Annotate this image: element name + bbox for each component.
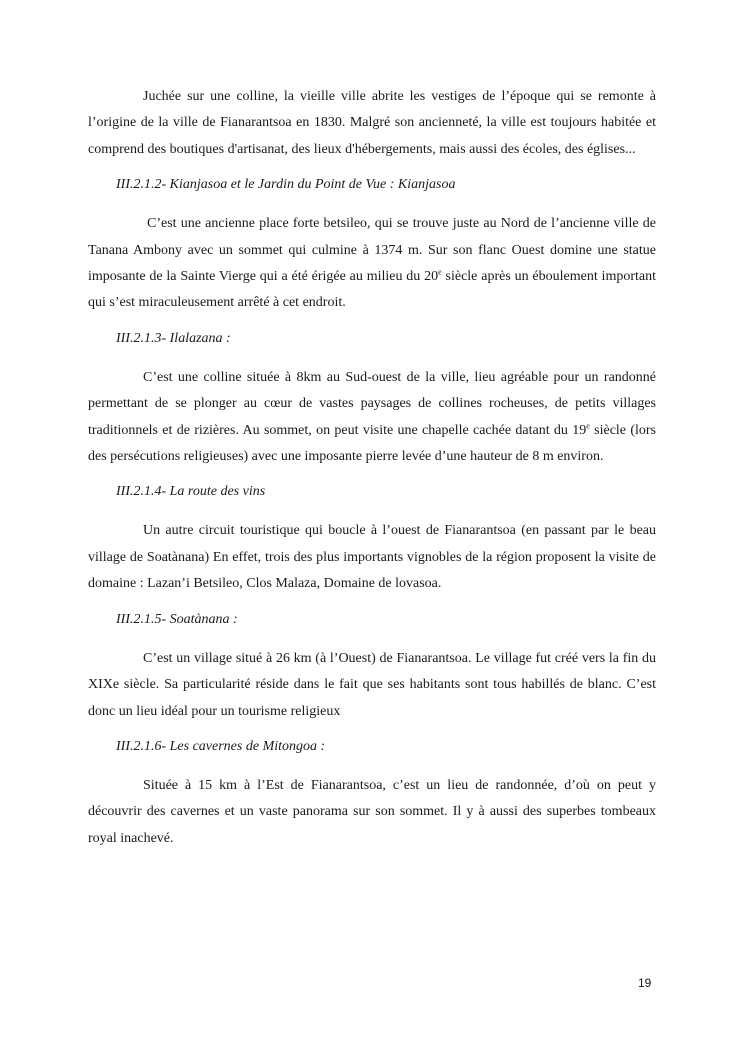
paragraph-ilalazana — [88, 365, 656, 471]
paragraph-vieille-ville: Juchée sur une colline, la vieille ville abrite les vestiges de l’époque qui se remonte à l’origine de la ville de Fianarantsoa en 1830. Malgré son ancienneté, la ville est toujours habitée et comprend des boutiques d'artisanat, des lieux d'hébergements, mais aussi des écoles, des églises... — [88, 89, 656, 157]
paragraph-kianjasoa-part2: siècle après un éboulement important qui s’est miraculeusement arrêté à cet endroit. — [88, 269, 656, 311]
page-content — [88, 84, 656, 852]
heading-cavernes-mitongoa: III.2.1.6- Les cavernes de Mitongoa : — [116, 738, 326, 754]
heading-ilalazana: III.2.1.3- Ilalazana : — [116, 330, 231, 346]
paragraph-soatanana: C’est un village situé à 26 km (à l’Ouest) de Fianarantsoa. Le village fut créé vers la fin du XIXe siècle. Sa particularité réside dans le fait que ses habitants sont tous habillés de blanc. C’est donc un lieu idéal pour un tourisme religieux — [88, 650, 656, 719]
page-number: 19 — [638, 976, 652, 990]
paragraph-cavernes-mitongoa: Située à 15 km à l’Est de Fianarantsoa, c’est un lieu de randonnée, d’où on peut y découvrir des cavernes et un vaste panorama sur son sommet. Il y à aussi des superbes tombeaux royal inachevé. — [88, 777, 656, 846]
paragraph-ilalazana-part2: siècle (lors des persécutions religieuses) avec une imposante pierre levée d’une hauteur de 8 m environ. — [88, 422, 657, 465]
paragraph-route-des-vins: Un autre circuit touristique qui boucle à l’ouest de Fianarantsoa (en passant par le beau village de Soatànana) En effet, trois des plus importants vignobles de la région proposent la visite de domaine : Lazan’i Betsileo, Clos Malaza, Domaine de lovasoa. — [88, 523, 656, 592]
heading-soatanana: III.2.1.5- Soatànana : — [116, 611, 238, 627]
heading-kianjasoa: III.2.1.2- Kianjasoa et le Jardin du Point de Vue : Kianjasoa — [116, 177, 456, 193]
paragraph-ilalazana-part1: C’est une colline située à 8km au Sud-ouest de la ville, lieu agréable pour un randonné permettant de se plonger au cœur de vastes paysages de collines rocheuses, de petits villages traditionnels et de rizières. Au sommet, on peut visite une chapelle cachée datant du 19 — [88, 369, 656, 438]
paragraph-kianjasoa — [88, 211, 656, 317]
superscript-e: e — [438, 267, 442, 277]
paragraph-kianjasoa-part1: C’est une ancienne place forte betsileo, qui se trouve juste au Nord de l’ancienne ville de Tanana Ambony avec un sommet qui culmine à 1374 m. Sur son flanc Ouest domine une statue imposante de la Sainte Vierge qui a été érigée au milieu du 20 — [88, 216, 656, 285]
superscript-e: e — [586, 421, 590, 430]
heading-route-des-vins: III.2.1.4- La route des vins — [116, 484, 266, 500]
